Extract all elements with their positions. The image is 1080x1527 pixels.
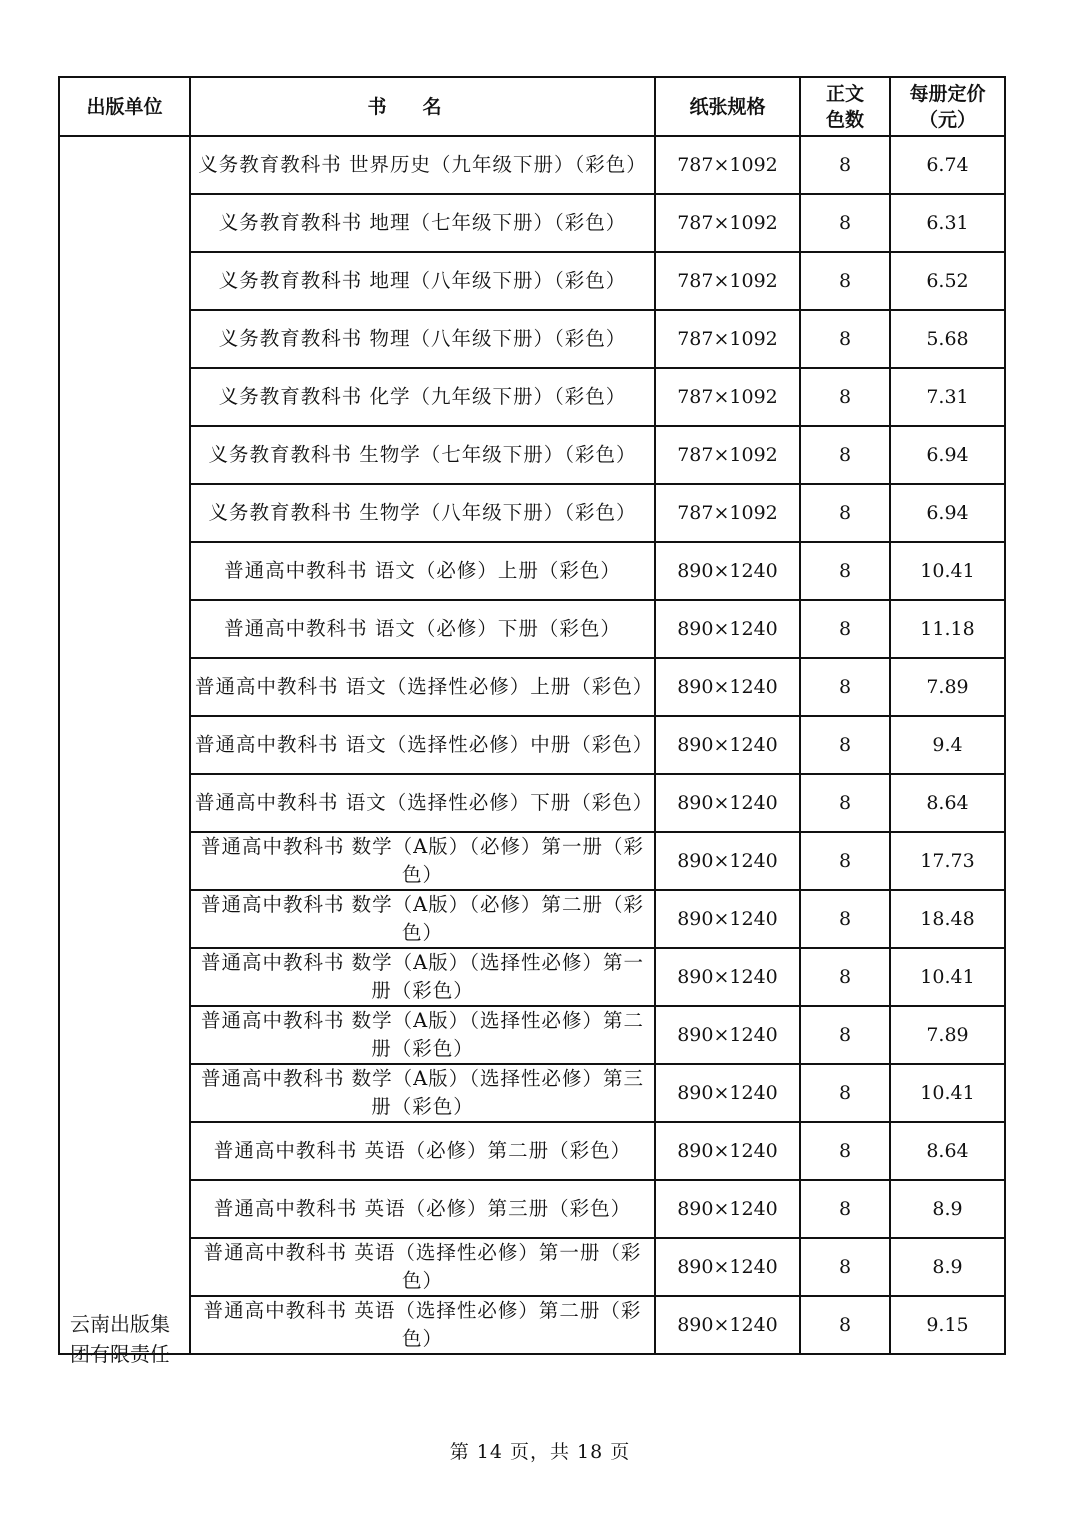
table-row bbox=[59, 890, 1005, 948]
price-cell: 18.48 bbox=[890, 890, 1005, 948]
book-title-cell: 义务教育教科书 化学（九年级下册）（彩色） bbox=[190, 368, 655, 426]
publisher-name: 云南出版集团有限责任 bbox=[70, 1312, 170, 1366]
price-cell: 8.64 bbox=[890, 774, 1005, 832]
table-row bbox=[59, 484, 1005, 542]
color-count-cell: 8 bbox=[800, 774, 890, 832]
color-count-cell: 8 bbox=[800, 484, 890, 542]
book-title-cell: 义务教育教科书 生物学（七年级下册）（彩色） bbox=[190, 426, 655, 484]
book-title-cell: 普通高中教科书 语文（选择性必修）上册（彩色） bbox=[190, 658, 655, 716]
color-count-cell: 8 bbox=[800, 1122, 890, 1180]
paper-size-cell: 787×1092 bbox=[655, 310, 800, 368]
book-title-cell: 普通高中教科书 语文（必修）下册（彩色） bbox=[190, 600, 655, 658]
table-row bbox=[59, 426, 1005, 484]
book-title-cell: 普通高中教科书 数学（A版）（选择性必修）第三册（彩色） bbox=[190, 1064, 655, 1122]
book-title-cell: 普通高中教科书 数学（A版）（必修）第二册（彩色） bbox=[190, 890, 655, 948]
paper-size-cell: 890×1240 bbox=[655, 948, 800, 1006]
book-title-cell: 义务教育教科书 世界历史（九年级下册）（彩色） bbox=[190, 136, 655, 194]
price-cell: 6.74 bbox=[890, 136, 1005, 194]
paper-size-cell: 787×1092 bbox=[655, 194, 800, 252]
color-count-cell: 8 bbox=[800, 1006, 890, 1064]
book-title-cell: 普通高中教科书 英语（必修）第三册（彩色） bbox=[190, 1180, 655, 1238]
book-title-cell: 普通高中教科书 英语（必修）第二册（彩色） bbox=[190, 1122, 655, 1180]
price-cell: 17.73 bbox=[890, 832, 1005, 890]
table-row bbox=[59, 832, 1005, 890]
textbook-price-table bbox=[58, 76, 1006, 1366]
page-number-footer: 第 14 页，共 18 页 bbox=[449, 1441, 631, 1463]
price-cell: 6.94 bbox=[890, 484, 1005, 542]
paper-size-cell: 890×1240 bbox=[655, 832, 800, 890]
paper-size-cell: 890×1240 bbox=[655, 774, 800, 832]
color-count-cell: 8 bbox=[800, 600, 890, 658]
color-count-cell: 8 bbox=[800, 716, 890, 774]
price-cell: 10.41 bbox=[890, 1064, 1005, 1122]
color-count-cell: 8 bbox=[800, 542, 890, 600]
price-cell: 11.18 bbox=[890, 600, 1005, 658]
header-title: 书名 bbox=[190, 77, 655, 136]
book-title-cell: 义务教育教科书 生物学（八年级下册）（彩色） bbox=[190, 484, 655, 542]
price-cell: 6.94 bbox=[890, 426, 1005, 484]
paper-size-cell: 890×1240 bbox=[655, 1238, 800, 1296]
color-count-cell: 8 bbox=[800, 1180, 890, 1238]
table-row bbox=[59, 948, 1005, 1006]
color-count-cell: 8 bbox=[800, 136, 890, 194]
book-title-cell: 义务教育教科书 地理（七年级下册）（彩色） bbox=[190, 194, 655, 252]
book-title-cell: 普通高中教科书 语文（必修）上册（彩色） bbox=[190, 542, 655, 600]
table-row bbox=[59, 1122, 1005, 1180]
table-row bbox=[59, 194, 1005, 252]
table-row bbox=[59, 1180, 1005, 1238]
table-row bbox=[59, 716, 1005, 774]
paper-size-cell: 890×1240 bbox=[655, 716, 800, 774]
price-cell: 7.89 bbox=[890, 658, 1005, 716]
price-cell: 9.4 bbox=[890, 716, 1005, 774]
color-count-cell: 8 bbox=[800, 194, 890, 252]
book-title-cell: 普通高中教科书 数学（A版）（选择性必修）第一册（彩色） bbox=[190, 948, 655, 1006]
table-row bbox=[59, 658, 1005, 716]
price-cell: 7.89 bbox=[890, 1006, 1005, 1064]
paper-size-cell: 787×1092 bbox=[655, 368, 800, 426]
price-cell: 8.9 bbox=[890, 1180, 1005, 1238]
book-title-cell: 普通高中教科书 英语（选择性必修）第一册（彩色） bbox=[190, 1238, 655, 1296]
header-row bbox=[59, 77, 1005, 136]
color-count-cell: 8 bbox=[800, 948, 890, 1006]
color-count-cell: 8 bbox=[800, 426, 890, 484]
price-cell: 9.15 bbox=[890, 1296, 1005, 1354]
price-cell: 10.41 bbox=[890, 542, 1005, 600]
color-count-cell: 8 bbox=[800, 1064, 890, 1122]
color-count-cell: 8 bbox=[800, 310, 890, 368]
book-title-cell: 普通高中教科书 语文（选择性必修）中册（彩色） bbox=[190, 716, 655, 774]
price-cell: 7.31 bbox=[890, 368, 1005, 426]
price-cell: 8.9 bbox=[890, 1238, 1005, 1296]
paper-size-cell: 890×1240 bbox=[655, 1064, 800, 1122]
book-title-cell: 普通高中教科书 语文（选择性必修）下册（彩色） bbox=[190, 774, 655, 832]
paper-size-cell: 890×1240 bbox=[655, 1006, 800, 1064]
table-row bbox=[59, 1064, 1005, 1122]
paper-size-cell: 890×1240 bbox=[655, 600, 800, 658]
header-color-count: 正文 色数 bbox=[800, 77, 890, 136]
paper-size-cell: 890×1240 bbox=[655, 658, 800, 716]
price-cell: 10.41 bbox=[890, 948, 1005, 1006]
color-count-cell: 8 bbox=[800, 832, 890, 890]
table-row bbox=[59, 542, 1005, 600]
table-row bbox=[59, 1238, 1005, 1296]
book-title-cell: 普通高中教科书 数学（A版）（必修）第一册（彩色） bbox=[190, 832, 655, 890]
price-cell: 6.52 bbox=[890, 252, 1005, 310]
header-paper-size: 纸张规格 bbox=[655, 77, 800, 136]
price-cell: 5.68 bbox=[890, 310, 1005, 368]
header-publisher: 出版单位 bbox=[59, 77, 190, 136]
table-row bbox=[59, 774, 1005, 832]
color-count-cell: 8 bbox=[800, 890, 890, 948]
color-count-cell: 8 bbox=[800, 1238, 890, 1296]
table-body bbox=[59, 136, 1005, 1366]
price-cell: 8.64 bbox=[890, 1122, 1005, 1180]
paper-size-cell: 787×1092 bbox=[655, 484, 800, 542]
color-count-cell: 8 bbox=[800, 658, 890, 716]
table-row bbox=[59, 136, 1005, 194]
table-row bbox=[59, 1006, 1005, 1064]
color-count-cell: 8 bbox=[800, 368, 890, 426]
table-row bbox=[59, 252, 1005, 310]
color-count-cell: 8 bbox=[800, 252, 890, 310]
table-row bbox=[59, 600, 1005, 658]
book-title-cell: 义务教育教科书 地理（八年级下册）（彩色） bbox=[190, 252, 655, 310]
paper-size-cell: 787×1092 bbox=[655, 136, 800, 194]
book-title-cell: 义务教育教科书 物理（八年级下册）（彩色） bbox=[190, 310, 655, 368]
paper-size-cell: 890×1240 bbox=[655, 1122, 800, 1180]
book-title-cell: 普通高中教科书 英语（选择性必修）第二册（彩色） bbox=[190, 1296, 655, 1354]
paper-size-cell: 890×1240 bbox=[655, 1296, 800, 1354]
table-row bbox=[59, 368, 1005, 426]
price-cell: 6.31 bbox=[890, 194, 1005, 252]
paper-size-cell: 787×1092 bbox=[655, 252, 800, 310]
header-price: 每册定价 （元） bbox=[890, 77, 1005, 136]
book-title-cell: 普通高中教科书 数学（A版）（选择性必修）第二册（彩色） bbox=[190, 1006, 655, 1064]
paper-size-cell: 787×1092 bbox=[655, 426, 800, 484]
table-row bbox=[59, 310, 1005, 368]
color-count-cell: 8 bbox=[800, 1296, 890, 1354]
table-row bbox=[59, 1296, 1005, 1354]
publisher-cell bbox=[59, 136, 190, 1366]
paper-size-cell: 890×1240 bbox=[655, 890, 800, 948]
paper-size-cell: 890×1240 bbox=[655, 1180, 800, 1238]
paper-size-cell: 890×1240 bbox=[655, 542, 800, 600]
